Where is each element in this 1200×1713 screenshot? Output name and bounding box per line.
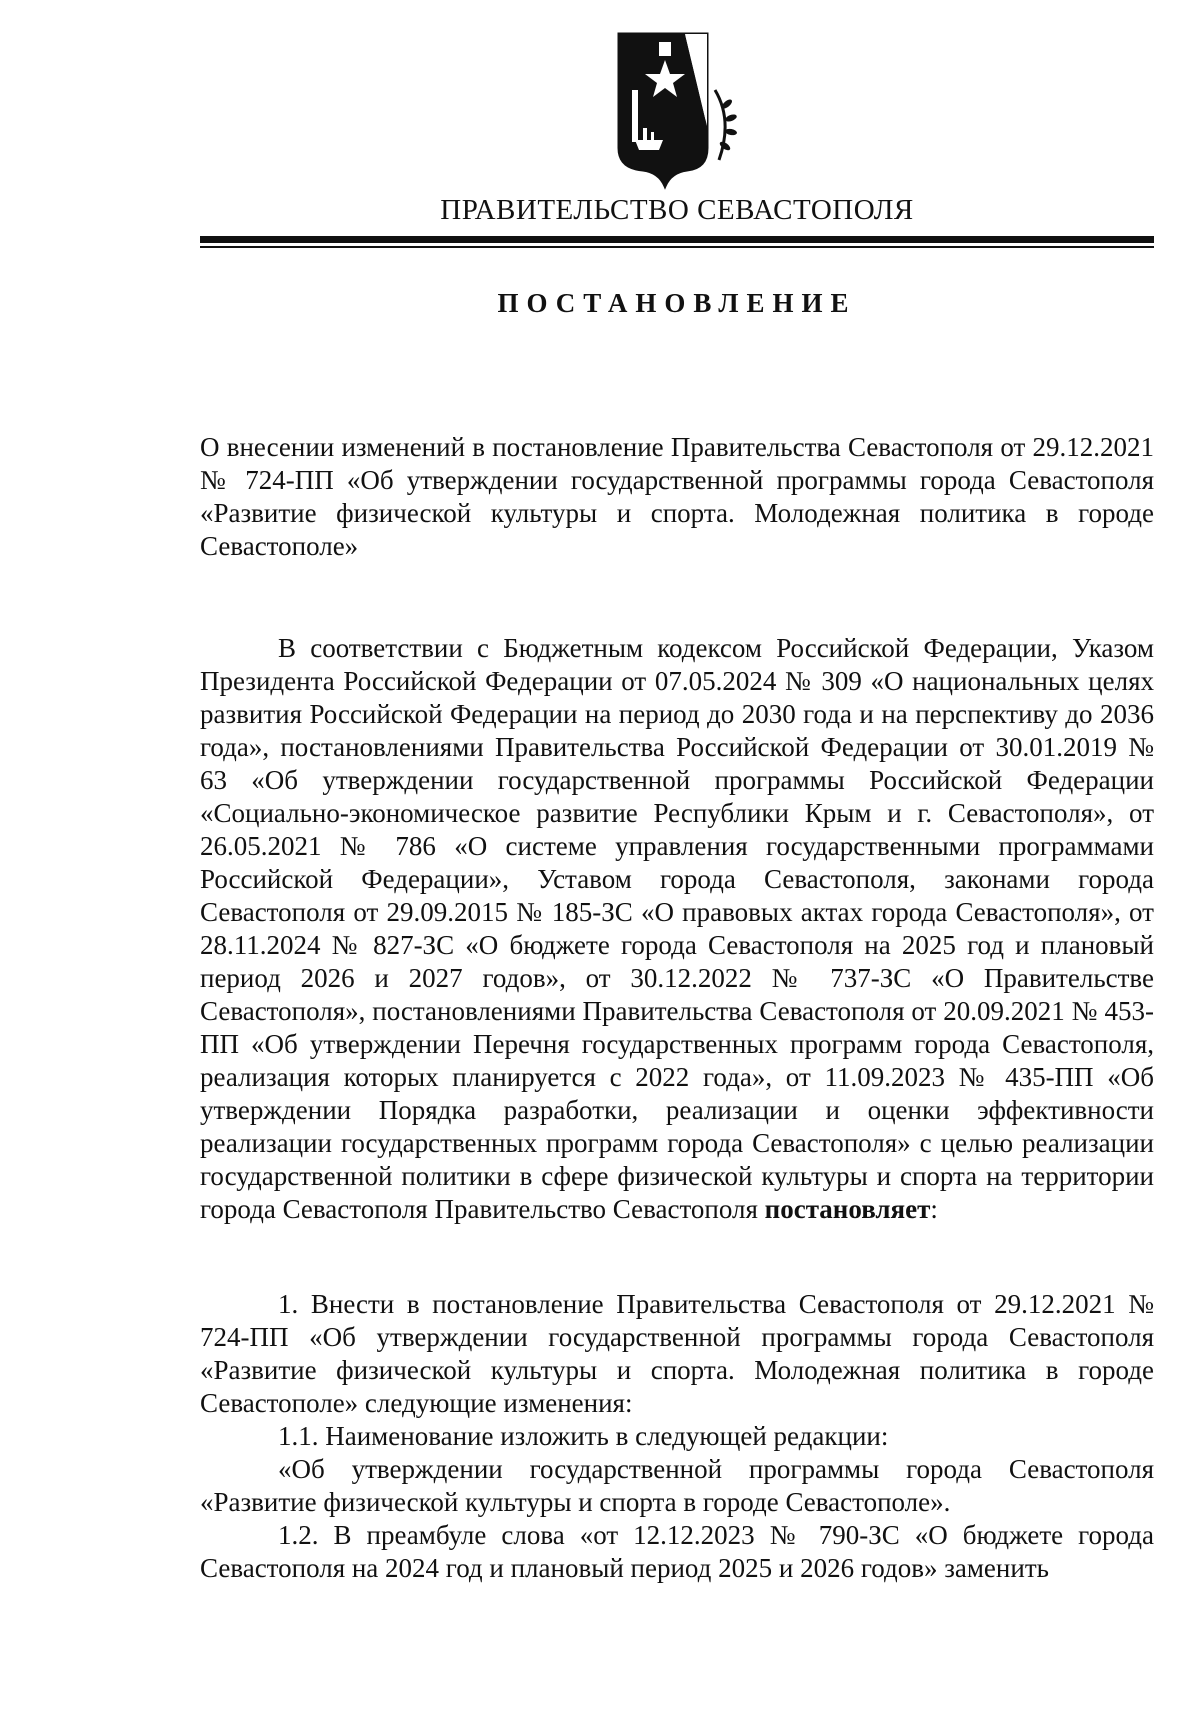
- preamble-verb-suffix: :: [930, 1194, 938, 1224]
- header-divider-thick: [200, 236, 1154, 243]
- header-divider-thin: [200, 246, 1154, 248]
- item-1-paragraph: 1. Внести в постановление Правительства Севастополя от 29.12.2021 № 724-ПП «Об утверждении государственной программы города Севастополя «Развитие физической культуры и спорта. Молодежная политика в городе Севастополе» следующие изменения:: [200, 1289, 1154, 1418]
- item-1-2-paragraph: 1.2. В преамбуле слова «от 12.12.2023 № 790-ЗС «О бюджете города Севастополя на 2024 год и плановый период 2025 и 2026 годов» заменить: [200, 1520, 1154, 1583]
- item-1-1-paragraph: 1.1. Наименование изложить в следующей редакции:: [278, 1421, 889, 1451]
- sevastopol-coat-of-arms-icon: [615, 30, 750, 190]
- preamble-paragraph: [200, 632, 1154, 1226]
- preamble-verb: постановляет: [764, 1194, 931, 1224]
- organization-title: ПРАВИТЕЛЬСТВО СЕВАСТОПОЛЯ: [440, 194, 914, 226]
- document-subject: О внесении изменений в постановление Правительства Севастополя от 29.12.2021 № 724-ПП «Об утверждении государственной программы города Севастополя «Развитие физической культуры и спорта. Молодежная политика в городе Севастополе»: [200, 432, 1154, 561]
- item-1-1-new-title: «Об утверждении государственной программы города Севастополя «Развитие физической культуры и спорта в городе Севастополе».: [200, 1454, 1154, 1517]
- preamble-text: В соответствии с Бюджетным кодексом Российской Федерации, Указом Президента Российской Федерации от 07.05.2024 № 309 «О национальных целях развития Российской Федерации на период до 2030 года и на перспективу до 2036 года», постановлениями Правительства Российской Федерации от 30.01.2019 № 63 «Об утверждении государственной программы Российской Федерации «Социально-экономическое развитие Республики Крым и г. Севастополя», от 26.05.2021 № 786 «О системе управления государственными программами Российской Федерации», Уставом города Севастополя, законами города Севастополя от 29.09.2015 № 185-ЗС «О правовых актах города Севастополя», от 28.11.2024 № 827-ЗС «О бюджете города Севастополя на 2025 год и плановый период 2026 и 2027 годов», от 30.12.2022 № 737-ЗС «О Правительстве Севастополя», постановлениями Правительства Севастополя от 20.09.2021 № 453-ПП «Об утверждении Перечня государственных программ города Севастополя, реализация которых планируется с 2022 года», от 11.09.2023 № 435-ПП «Об утверждении Порядка разработки, реализации и оценки эффективности реализации государственных программ города Севастополя» с целью реализации государственной политики в сфере физической культуры и спорта на территории города Севастополя Правительство Севастополя: [200, 633, 1154, 1224]
- document-type-heading: ПОСТАНОВЛЕНИЕ: [497, 288, 857, 318]
